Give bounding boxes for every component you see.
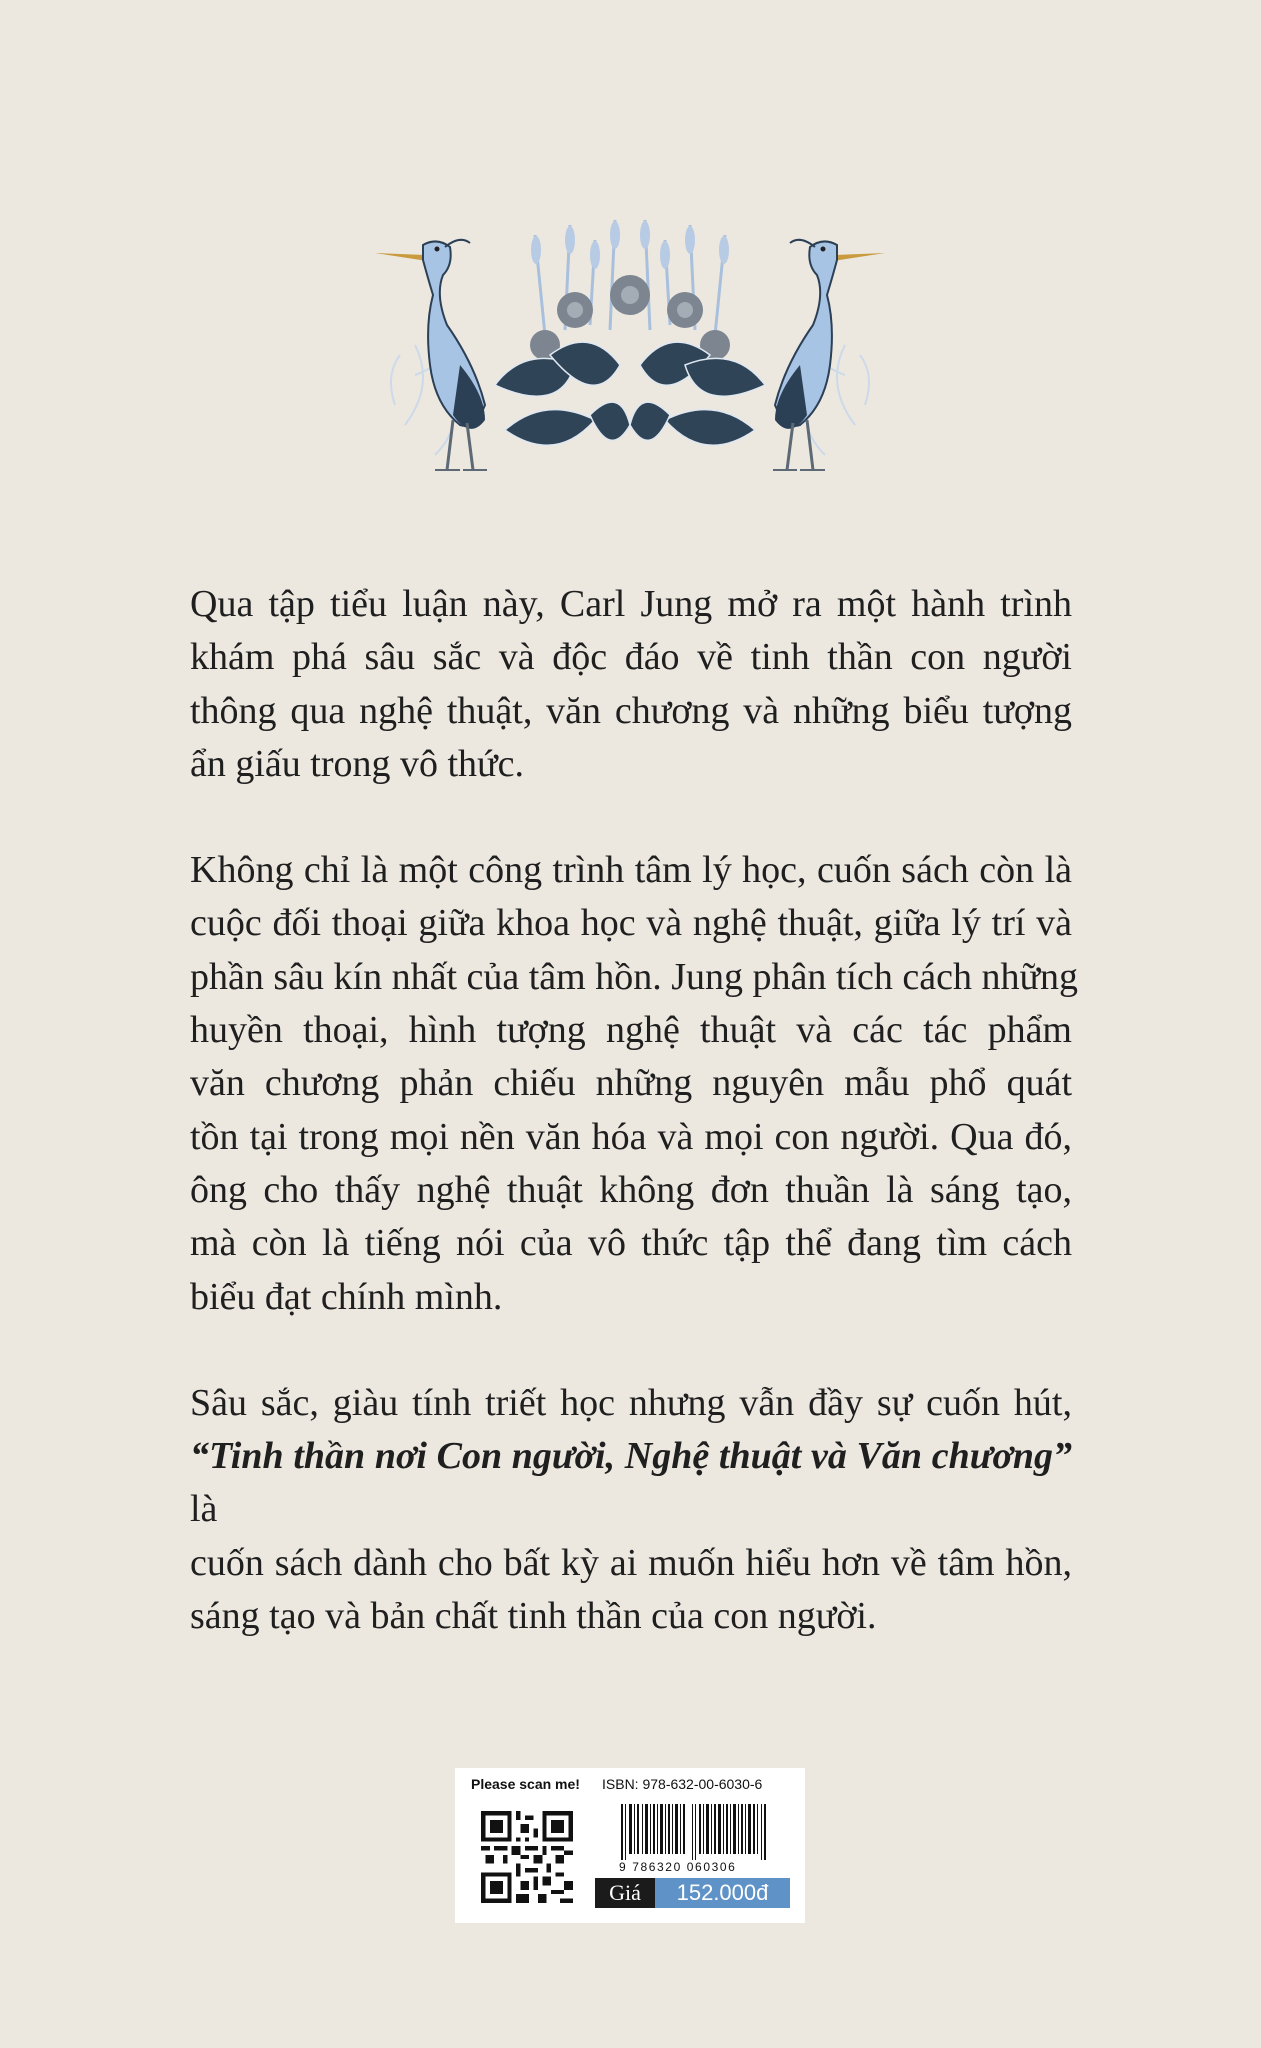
paragraph-3 <box>190 1377 1072 1643</box>
barcode-icon <box>621 1804 771 1860</box>
text-line: văn chương phản chiếu những nguyên mẫu phổ quát <box>190 1062 1072 1105</box>
text-line: cuốn sách dành cho bất kỳ ai muốn hiểu hơn về tâm hồn, <box>190 1541 1072 1584</box>
text-line: khám phá sâu sắc và độc đáo về tinh thần con người <box>190 636 1072 679</box>
heron-illustration <box>375 215 885 475</box>
text-line: huyền thoại, hình tượng nghệ thuật và các tác phẩm <box>190 1009 1072 1052</box>
back-cover-text <box>190 578 1079 1696</box>
text-line: ẩn giấu trong vô thức. <box>190 742 525 785</box>
paragraph-2 <box>190 844 1079 1324</box>
price-value: 152.000đ <box>655 1878 790 1908</box>
price-tag <box>595 1878 790 1908</box>
isbn-label: ISBN: 978-632-00-6030-6 <box>602 1776 763 1792</box>
text-line: ông cho thấy nghệ thuật không đơn thuần là sáng tạo, <box>190 1168 1072 1211</box>
text-line: mà còn là tiếng nói của vô thức tập thể đang tìm cách <box>190 1222 1072 1265</box>
qr-code-icon <box>481 1811 573 1903</box>
text-line: phần sâu kín nhất của tâm hồn. Jung phân tích cách những <box>190 955 1079 998</box>
text-line: Qua tập tiểu luận này, Carl Jung mở ra một hành trình <box>190 583 1072 625</box>
text-line: thông qua nghệ thuật, văn chương và những biểu tượng <box>190 689 1072 732</box>
paragraph-1 <box>190 578 1072 791</box>
text-line-with-title <box>190 1430 1072 1537</box>
barcode-digits: 9 786320 060306 <box>619 1860 737 1874</box>
price-label: Giá <box>595 1878 655 1908</box>
book-title: “Tinh thần nơi Con người, Nghệ thuật và Văn chương” <box>190 1435 1072 1478</box>
text-line: cuộc đối thoại giữa khoa học và nghệ thuật, giữa lý trí và <box>190 902 1072 945</box>
text-line: biểu đạt chính mình. <box>190 1275 503 1318</box>
text-line: tồn tại trong mọi nền văn hóa và mọi con người. Qua đó, <box>190 1115 1072 1158</box>
text-line: sáng tạo và bản chất tinh thần của con người. <box>190 1595 877 1638</box>
text-line: Sâu sắc, giàu tính triết học nhưng vẫn đầy sự cuốn hút, <box>190 1381 1072 1424</box>
scan-label: Please scan me! <box>471 1776 580 1792</box>
text-line: Không chỉ là một công trình tâm lý học, cuốn sách còn là <box>190 849 1072 892</box>
barcode-box <box>455 1768 805 1923</box>
text-after-title: là <box>190 1488 218 1531</box>
